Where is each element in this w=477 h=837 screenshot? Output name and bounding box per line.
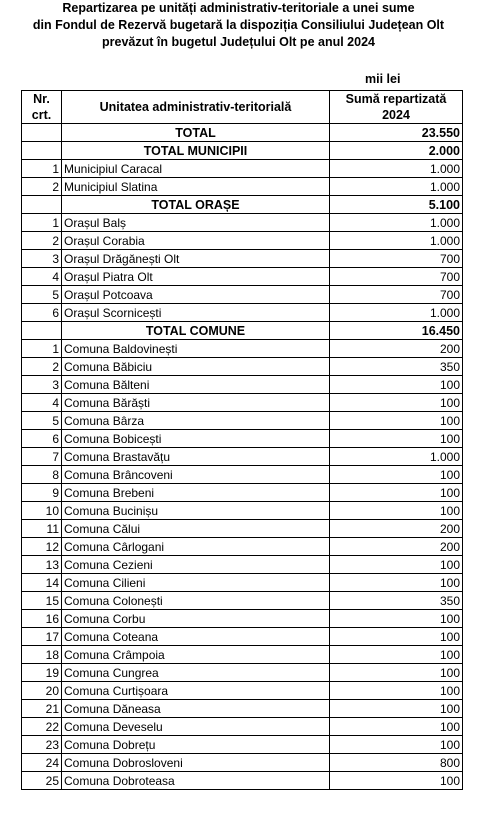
- row-number: 9: [22, 484, 62, 502]
- table-row: [22, 610, 463, 628]
- row-unit-name: Comuna Corbu: [62, 610, 330, 628]
- row-value: 700: [330, 286, 463, 304]
- grand-total-value: 23.550: [330, 124, 463, 142]
- table-row: [22, 268, 463, 286]
- header-unit-name: Unitatea administrativ-teritorială: [62, 91, 330, 124]
- row-unit-name: Comuna Dăneasa: [62, 700, 330, 718]
- subtotal-value: 16.450: [330, 322, 463, 340]
- row-number: 3: [22, 250, 62, 268]
- table-row: [22, 430, 463, 448]
- table-row: [22, 592, 463, 610]
- row-number: 1: [22, 160, 62, 178]
- row-number: 2: [22, 178, 62, 196]
- row-value: 100: [330, 376, 463, 394]
- row-value: 100: [330, 430, 463, 448]
- row-number: 23: [22, 736, 62, 754]
- table-row: [22, 556, 463, 574]
- document-title: [0, 0, 477, 51]
- subtotal-row-municipii: [22, 142, 463, 160]
- row-value: 100: [330, 556, 463, 574]
- row-number: 1: [22, 214, 62, 232]
- row-value: 100: [330, 700, 463, 718]
- row-value: 700: [330, 250, 463, 268]
- table-row: [22, 718, 463, 736]
- row-value: 200: [330, 340, 463, 358]
- row-value: 1.000: [330, 214, 463, 232]
- row-number: 14: [22, 574, 62, 592]
- row-unit-name: Comuna Băbiciu: [62, 358, 330, 376]
- table-row: [22, 250, 463, 268]
- row-unit-name: Comuna Dobroteasa: [62, 772, 330, 790]
- table-row: [22, 700, 463, 718]
- row-unit-name: Comuna Bărăști: [62, 394, 330, 412]
- row-number: 5: [22, 412, 62, 430]
- row-unit-name: Comuna Crâmpoia: [62, 646, 330, 664]
- subtotal-label: TOTAL MUNICIPII: [62, 142, 330, 160]
- row-value: 350: [330, 358, 463, 376]
- row-number: 22: [22, 718, 62, 736]
- row-value: 350: [330, 592, 463, 610]
- row-number: 5: [22, 286, 62, 304]
- row-unit-name: Orașul Piatra Olt: [62, 268, 330, 286]
- title-line-3: prevăzut în bugetul Județului Olt pe anul 2024: [102, 35, 375, 49]
- row-value: 1.000: [330, 448, 463, 466]
- subtotal-value: 5.100: [330, 196, 463, 214]
- title-line-2: din Fondul de Rezervă bugetară la dispoziția Consiliului Județean Olt: [32, 18, 445, 32]
- row-value: 100: [330, 610, 463, 628]
- row-value: 1.000: [330, 178, 463, 196]
- row-unit-name: Comuna Baldovinești: [62, 340, 330, 358]
- row-unit-name: Comuna Cungrea: [62, 664, 330, 682]
- row-number: 10: [22, 502, 62, 520]
- row-unit-name: Orașul Balș: [62, 214, 330, 232]
- header-nr: Nr. crt.: [22, 91, 62, 124]
- table-row: [22, 394, 463, 412]
- row-unit-name: Comuna Deveselu: [62, 718, 330, 736]
- table-row: [22, 448, 463, 466]
- subtotal-label: TOTAL ORAȘE: [62, 196, 330, 214]
- row-unit-name: Comuna Coteana: [62, 628, 330, 646]
- row-unit-name: Orașul Potcoava: [62, 286, 330, 304]
- row-value: 800: [330, 754, 463, 772]
- row-unit-name: Comuna Brastavățu: [62, 448, 330, 466]
- row-unit-name: Comuna Dobrețu: [62, 736, 330, 754]
- row-value: 200: [330, 538, 463, 556]
- grand-total-label: TOTAL: [62, 124, 330, 142]
- row-number: 20: [22, 682, 62, 700]
- row-value: 1.000: [330, 304, 463, 322]
- table-row: [22, 484, 463, 502]
- table-row: [22, 736, 463, 754]
- row-value: 100: [330, 394, 463, 412]
- row-unit-name: Comuna Bucinișu: [62, 502, 330, 520]
- row-unit-name: Comuna Bârza: [62, 412, 330, 430]
- row-unit-name: Comuna Bobicești: [62, 430, 330, 448]
- row-value: 100: [330, 574, 463, 592]
- table-row: [22, 520, 463, 538]
- row-unit-name: Comuna Colonești: [62, 592, 330, 610]
- table-row: [22, 466, 463, 484]
- row-number: 16: [22, 610, 62, 628]
- title-line-1: Repartizarea pe unități administrativ-teritoriale a unei sume: [62, 1, 415, 15]
- row-number: 8: [22, 466, 62, 484]
- row-number: 6: [22, 304, 62, 322]
- row-value: 100: [330, 628, 463, 646]
- row-value: 100: [330, 646, 463, 664]
- row-unit-name: Comuna Călui: [62, 520, 330, 538]
- header-sum: Sumă repartizată 2024: [330, 91, 463, 124]
- row-value: 100: [330, 682, 463, 700]
- row-value: 100: [330, 484, 463, 502]
- table-row: [22, 628, 463, 646]
- row-number: 12: [22, 538, 62, 556]
- row-value: 200: [330, 520, 463, 538]
- row-number: 13: [22, 556, 62, 574]
- row-unit-name: Municipiul Slatina: [62, 178, 330, 196]
- table-row: [22, 376, 463, 394]
- row-number: 1: [22, 340, 62, 358]
- row-value: 1.000: [330, 160, 463, 178]
- allocation-table: [21, 90, 463, 790]
- table-row: [22, 772, 463, 790]
- table-row: [22, 646, 463, 664]
- table-row: [22, 538, 463, 556]
- row-unit-name: Comuna Brebeni: [62, 484, 330, 502]
- row-number: 18: [22, 646, 62, 664]
- row-value: 100: [330, 502, 463, 520]
- table-row: [22, 340, 463, 358]
- table-row: [22, 358, 463, 376]
- table-row: [22, 682, 463, 700]
- row-value: 100: [330, 718, 463, 736]
- row-value: 100: [330, 664, 463, 682]
- table-row: [22, 664, 463, 682]
- subtotal-row-orase: [22, 196, 463, 214]
- row-number: 6: [22, 430, 62, 448]
- row-number: 21: [22, 700, 62, 718]
- row-number: 19: [22, 664, 62, 682]
- table-row: [22, 232, 463, 250]
- grand-total-row: [22, 124, 463, 142]
- table-row: [22, 502, 463, 520]
- row-unit-name: Comuna Cârlogani: [62, 538, 330, 556]
- row-value: 100: [330, 412, 463, 430]
- row-number: 7: [22, 448, 62, 466]
- table-row: [22, 574, 463, 592]
- unit-label: mii lei: [365, 72, 401, 86]
- row-unit-name: Comuna Bălteni: [62, 376, 330, 394]
- row-unit-name: Comuna Brâncoveni: [62, 466, 330, 484]
- table-row: [22, 214, 463, 232]
- row-value: 100: [330, 736, 463, 754]
- row-number: 25: [22, 772, 62, 790]
- row-value: 100: [330, 466, 463, 484]
- row-number: 3: [22, 376, 62, 394]
- row-unit-name: Orașul Corabia: [62, 232, 330, 250]
- subtotal-value: 2.000: [330, 142, 463, 160]
- row-unit-name: Comuna Cilieni: [62, 574, 330, 592]
- row-number: 4: [22, 268, 62, 286]
- row-value: 1.000: [330, 232, 463, 250]
- row-number: 2: [22, 232, 62, 250]
- row-number: 11: [22, 520, 62, 538]
- table-row: [22, 286, 463, 304]
- row-unit-name: Comuna Curtișoara: [62, 682, 330, 700]
- table-row: [22, 754, 463, 772]
- subtotal-label: TOTAL COMUNE: [62, 322, 330, 340]
- row-unit-name: Comuna Cezieni: [62, 556, 330, 574]
- row-unit-name: Orașul Scornicești: [62, 304, 330, 322]
- row-number: 24: [22, 754, 62, 772]
- table-row: [22, 412, 463, 430]
- row-unit-name: Comuna Dobrosloveni: [62, 754, 330, 772]
- row-number: 4: [22, 394, 62, 412]
- row-number: 17: [22, 628, 62, 646]
- table-row: [22, 304, 463, 322]
- header-row: [22, 91, 463, 124]
- table-row: [22, 178, 463, 196]
- row-unit-name: Orașul Drăgănești Olt: [62, 250, 330, 268]
- row-number: 15: [22, 592, 62, 610]
- subtotal-row-comune: [22, 322, 463, 340]
- row-value: 700: [330, 268, 463, 286]
- row-value: 100: [330, 772, 463, 790]
- row-number: 2: [22, 358, 62, 376]
- row-unit-name: Municipiul Caracal: [62, 160, 330, 178]
- table-row: [22, 160, 463, 178]
